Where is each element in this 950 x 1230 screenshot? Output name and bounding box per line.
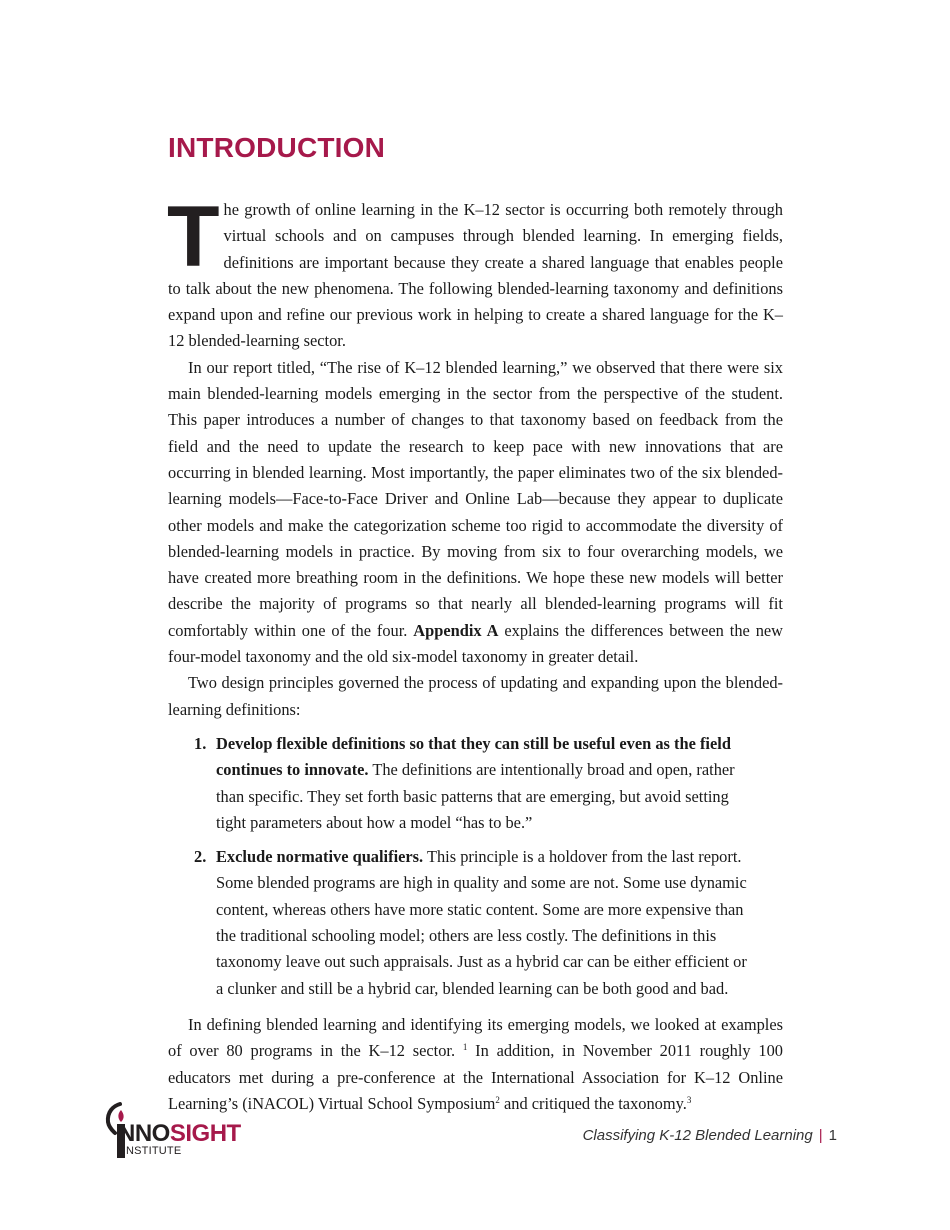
list-item	[194, 731, 755, 836]
footnote-1[interactable]: 1	[462, 1042, 468, 1053]
logo-subtitle: NSTITUTE	[126, 1145, 182, 1157]
paragraph-models	[168, 355, 783, 671]
page-footer	[583, 1127, 837, 1144]
intro-paragraph-text: he growth of online learning in the K–12 sector is occurring both remotely through virtual schools and on campuses through blended learning. In emerging fields, definitions are important because they create a shared language that enables people to talk about the new phenomena. The following blended-learning taxonomy and definitions expand upon and refine our previous work in helping to create a shared language for the K–12 blended-learning sector.	[168, 200, 783, 351]
paragraph-examples-part2: In addition, in November 2011 roughly 100 educators met during a pre-conference at the International Association for K–12 Online Learning’s (iNACOL) Virtual School Symposium	[168, 1041, 783, 1113]
paragraph-examples-part1: In defining blended learning and identifying its emerging models, we looked at examples of over 80 programs in the K–12 sector.	[168, 1014, 783, 1061]
list-item-number: 2.	[194, 847, 207, 867]
list-item-lead: Exclude normative qualifiers.	[216, 847, 424, 867]
intro-paragraph	[167, 189, 783, 355]
page-number: 1	[828, 1127, 837, 1144]
footnote-2[interactable]: 2	[495, 1094, 500, 1105]
paragraph-models-text: In our report titled, “The rise of K–12 blended learning,” we observed that there were six main blended-learning models emerging in the sector from the perspective of the student. This paper introduces a number of changes to that taxonomy based on feedback from the field and the need to update the research to keep pace with new innovations that are occurring in blended learning. Most importantly, the paper eliminates two of the six blended-learning models—Face-to-Face Driver and Online Lab—because they appear to duplicate other models and make the categorization scheme too rigid to accommodate the diversity of blended-learning models in practice. By moving from six to four overarching models, we have created more breathing room in the definitions. We hope these new models will better describe the majority of programs so that nearly all blended-learning programs will fit comfortably within one of the four.	[168, 357, 783, 640]
drop-cap: T	[167, 189, 220, 285]
list-item-text: The definitions are intentionally broad and open, rather than specific. They set forth basic patterns that are emerging, but avoid setting tight parameters about how a model “has to be.”	[216, 760, 735, 832]
list-item-number: 1.	[194, 733, 207, 753]
footer-separator: |	[818, 1127, 823, 1144]
running-title: Classifying K-12 Blended Learning	[582, 1127, 813, 1144]
body-text	[167, 189, 783, 1117]
appendix-reference: Appendix A	[413, 620, 499, 640]
paragraph-examples-part3: and critiqued the taxonomy.	[499, 1093, 687, 1113]
innosight-logo	[100, 1100, 250, 1162]
footnote-3[interactable]: 3	[686, 1094, 692, 1105]
paragraph-models-tail: explains the differences between the new four-model taxonomy and the old six-model taxonomy in greater detail.	[168, 620, 783, 667]
page-title: INTRODUCTION	[168, 132, 386, 163]
logo-sight: SIGHT	[169, 1120, 241, 1147]
paragraph-principles-intro-text: Two design principles governed the process of updating and expanding upon the blended-learning definitions:	[168, 673, 783, 719]
logo-wordmark	[118, 1122, 241, 1146]
list-item-text: This principle is a holdover from the last report. Some blended programs are high in quality and some are not. Some use dynamic content, whereas others have more static content. Some are more expensive than the traditional schooling model; others are less costly. The definitions in this taxonomy leave out such appraisals. Just as a hybrid car can be either efficient or a clunker and still be a hybrid car, blended learning can be both good and bad.	[216, 847, 747, 998]
list-item-lead: Develop flexible definitions so that they can still be useful even as the field continues to innovate.	[216, 733, 731, 780]
list-item	[194, 844, 755, 1002]
paragraph-examples	[168, 1012, 783, 1117]
paragraph-principles-intro	[168, 670, 783, 723]
logo-inno: NNO	[118, 1120, 170, 1147]
principles-list	[168, 731, 783, 1002]
